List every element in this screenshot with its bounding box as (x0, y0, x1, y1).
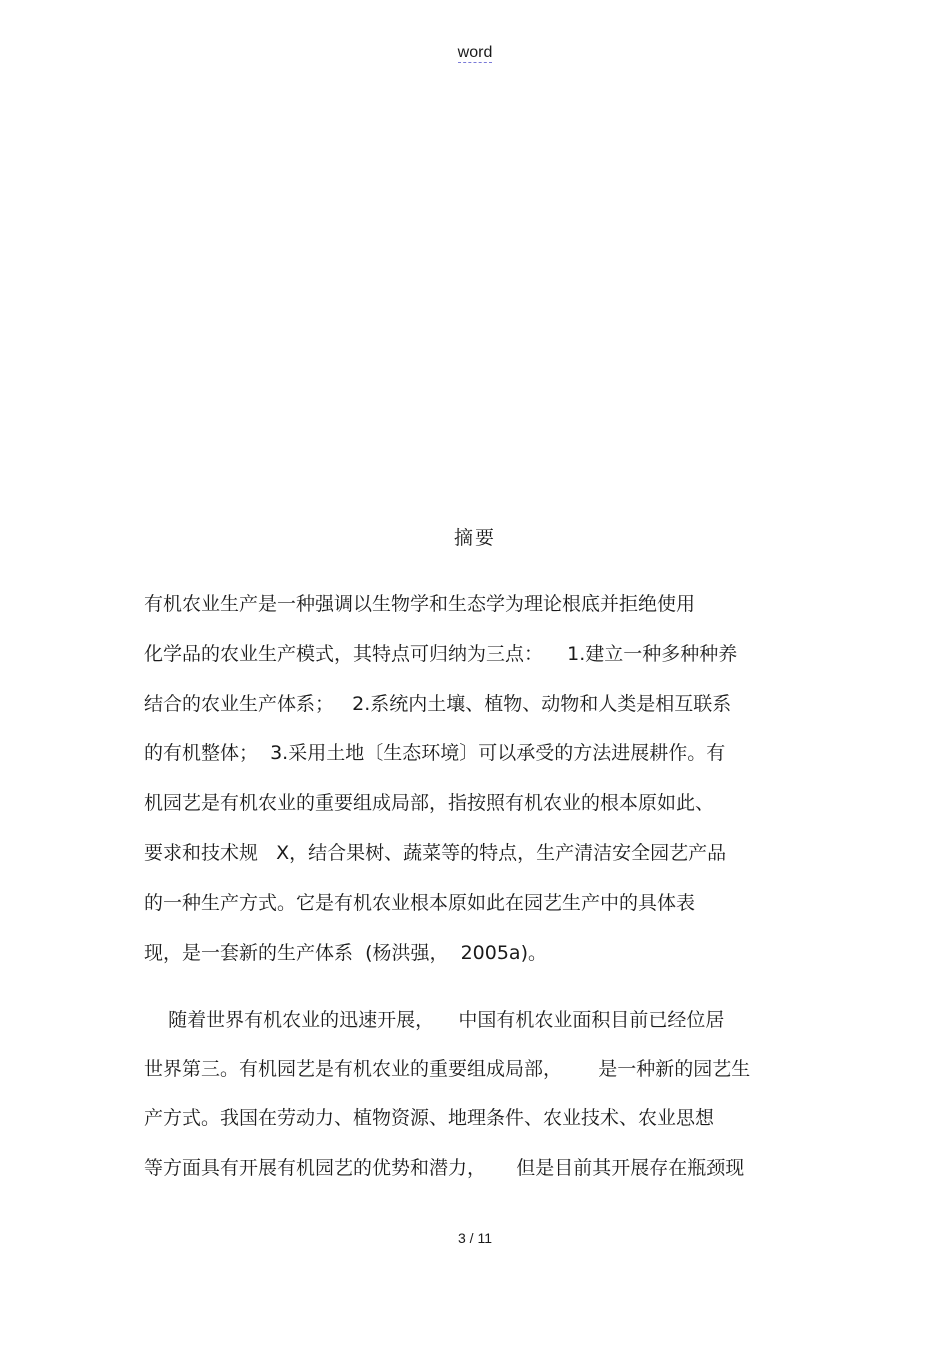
text-line: 现，是一套新的生产体系 (杨洪强， 2005a)。 (144, 942, 547, 964)
text-line: 有机农业生产是一种强调以生物学和生态学为理论根底并拒绝使用 (144, 593, 696, 615)
page-number: 3 / 11 (458, 1230, 492, 1246)
text-line: 的有机整体； 3.采用土地〔生态环境〕可以承受的方法进展耕作。有 (144, 742, 726, 764)
text-line: 结合的农业生产体系； 2.系统内土壤、植物、动物和人类是相互联系 (144, 693, 732, 715)
text-line: 世界第三。有机园艺是有机农业的重要组成局部， 是一种新的园艺生 (144, 1058, 751, 1080)
text-line: 化学品的农业生产模式，其特点可归纳为三点： 1.建立一种多种种养 (144, 643, 738, 665)
text-line: 机园艺是有机农业的重要组成局部，指按照有机农业的根本原如此、 (144, 792, 715, 814)
page-header (0, 44, 950, 62)
header-word-label: word (457, 44, 493, 61)
text-line: 随着世界有机农业的迅速开展， 中国有机农业面积目前已经位居 (144, 1009, 725, 1031)
abstract-title: 摘要 (453, 527, 496, 549)
text-line: 产方式。我国在劳动力、植物资源、地理条件、农业技术、农业思想 (144, 1107, 715, 1129)
text-line: 的一种生产方式。它是有机农业根本原如此在园艺生产中的具体表 (144, 892, 696, 914)
text-line: 要求和技术规 X，结合果树、蔬菜等的特点，生产清洁安全园艺产品 (144, 842, 727, 864)
text-line: 等方面具有开展有机园艺的优势和潜力， 但是目前其开展存在瓶颈现 (144, 1157, 745, 1179)
